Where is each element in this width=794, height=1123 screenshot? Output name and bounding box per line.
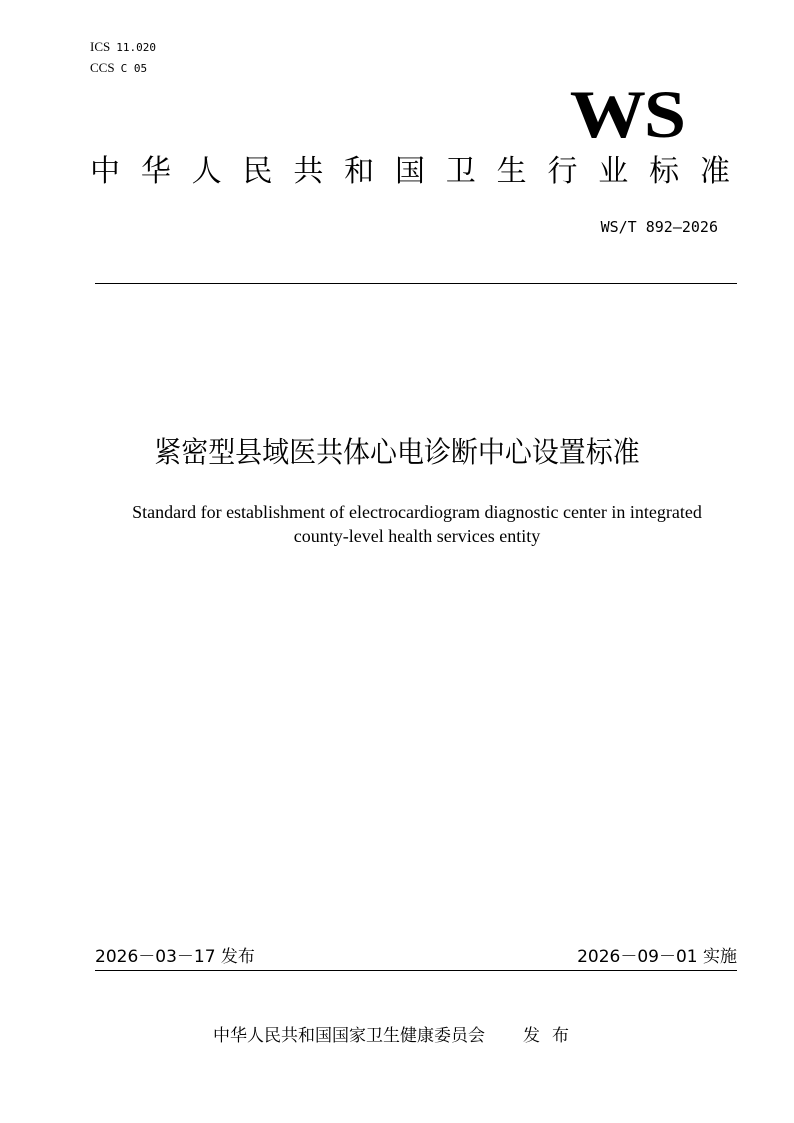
standard-category-char: 中	[90, 154, 120, 189]
standard-number: WS/T 892—2026	[600, 218, 718, 236]
issue-date: 2026－03－17 发布	[95, 947, 255, 967]
standard-category-char: 业	[598, 154, 629, 189]
ics-code	[90, 40, 156, 55]
ccs-label: CCS	[90, 60, 115, 75]
ccs-code	[90, 61, 147, 76]
standard-category-char: 人	[191, 154, 222, 189]
title-english	[97, 500, 737, 548]
publish-action: 发布	[523, 1026, 581, 1046]
ics-label: ICS	[90, 39, 111, 54]
standard-category-char: 华	[140, 154, 171, 189]
standard-category-char: 行	[547, 154, 578, 189]
bottom-divider	[95, 970, 737, 971]
standard-category-char: 标	[649, 154, 680, 189]
ws-logo: WS	[569, 76, 684, 152]
standard-category	[90, 152, 730, 192]
ics-value: 11.020	[116, 41, 156, 54]
standard-category-char: 卫	[445, 154, 476, 189]
standard-category-char: 生	[496, 154, 527, 189]
title-english-line2: county-level health services entity	[293, 526, 541, 546]
standard-category-char: 和	[344, 154, 375, 189]
implementation-date: 2026－09－01 实施	[577, 947, 737, 967]
ccs-value: C 05	[120, 62, 148, 75]
standard-category-char: 准	[699, 154, 730, 189]
publisher-line	[0, 1025, 794, 1047]
top-divider	[95, 283, 737, 284]
standard-category-char: 共	[293, 154, 324, 189]
standard-category-char: 国	[394, 154, 425, 189]
standard-category-char: 民	[242, 154, 273, 189]
title-english-line1: Standard for establishment of electrocardiogram diagnostic center in integrated	[132, 502, 702, 522]
publisher-name: 中华人民共和国国家卫生健康委员会	[213, 1026, 485, 1046]
title-chinese: 紧密型县域医共体心电诊断中心设置标准	[154, 435, 640, 469]
